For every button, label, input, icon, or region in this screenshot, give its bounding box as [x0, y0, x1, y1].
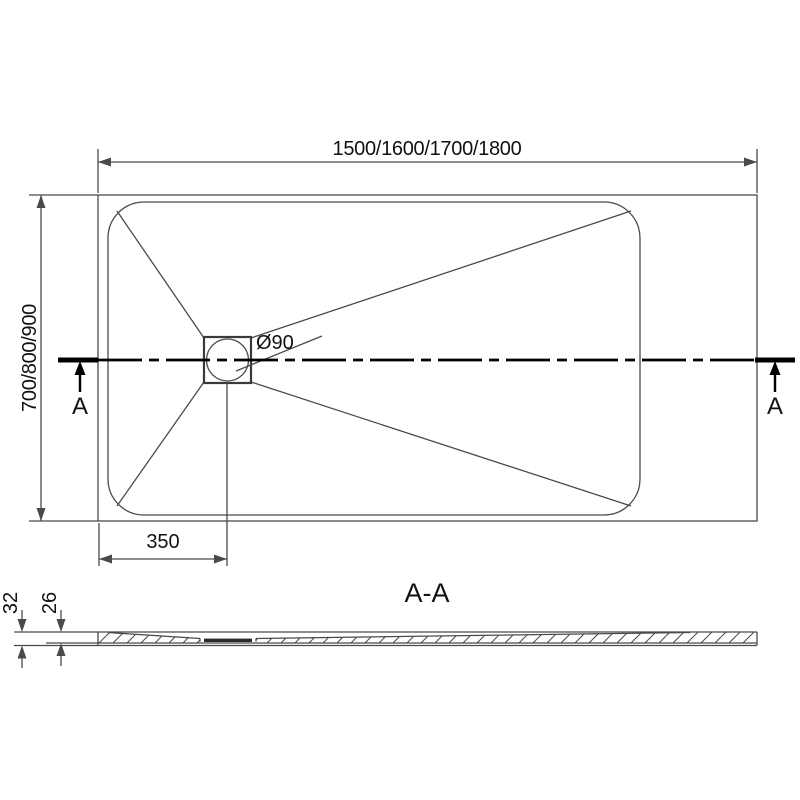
depth-dimension-label: 700/800/900 — [19, 304, 41, 412]
overall-height-label: 32 — [0, 591, 22, 615]
section-arrow-right-head — [770, 361, 781, 375]
section-marker-left: A — [71, 393, 89, 420]
inner-height-label: 26 — [39, 591, 61, 615]
depth-arrow-top — [37, 195, 46, 208]
dimension-overall-height — [0, 592, 27, 668]
width-arrow-left — [98, 158, 111, 167]
height32-arrow-bottom — [18, 646, 27, 659]
depth-arrow-bottom — [37, 508, 46, 521]
section-arrow-left-head — [75, 361, 86, 375]
dimension-drain-offset — [99, 523, 227, 566]
section-marker-right: A — [766, 393, 784, 420]
section-cut-line — [58, 360, 795, 420]
slope-line-top-left — [117, 211, 204, 338]
section-drain-cover — [204, 639, 252, 642]
tray-basin-outline — [108, 202, 640, 515]
width-arrow-right — [744, 158, 757, 167]
slope-line-bottom-right — [251, 382, 631, 506]
width-dimension-label: 1500/1600/1700/1800 — [332, 138, 522, 160]
dimension-width — [98, 138, 757, 193]
height32-arrow-top — [18, 619, 27, 632]
height26-arrow-top — [57, 619, 66, 632]
offset-arrow-right — [214, 555, 227, 564]
drain-diameter-label: Ø90 — [256, 332, 294, 354]
section-title: A-A — [404, 578, 450, 608]
offset-arrow-left — [99, 555, 112, 564]
slope-line-bottom-left — [117, 382, 204, 506]
tray-outer-outline — [98, 195, 757, 521]
dimension-inner-height — [39, 592, 66, 666]
drain-offset-label: 350 — [146, 531, 180, 553]
top-view — [98, 195, 757, 566]
slope-line-top-right — [251, 211, 631, 338]
section-view — [0, 578, 757, 668]
